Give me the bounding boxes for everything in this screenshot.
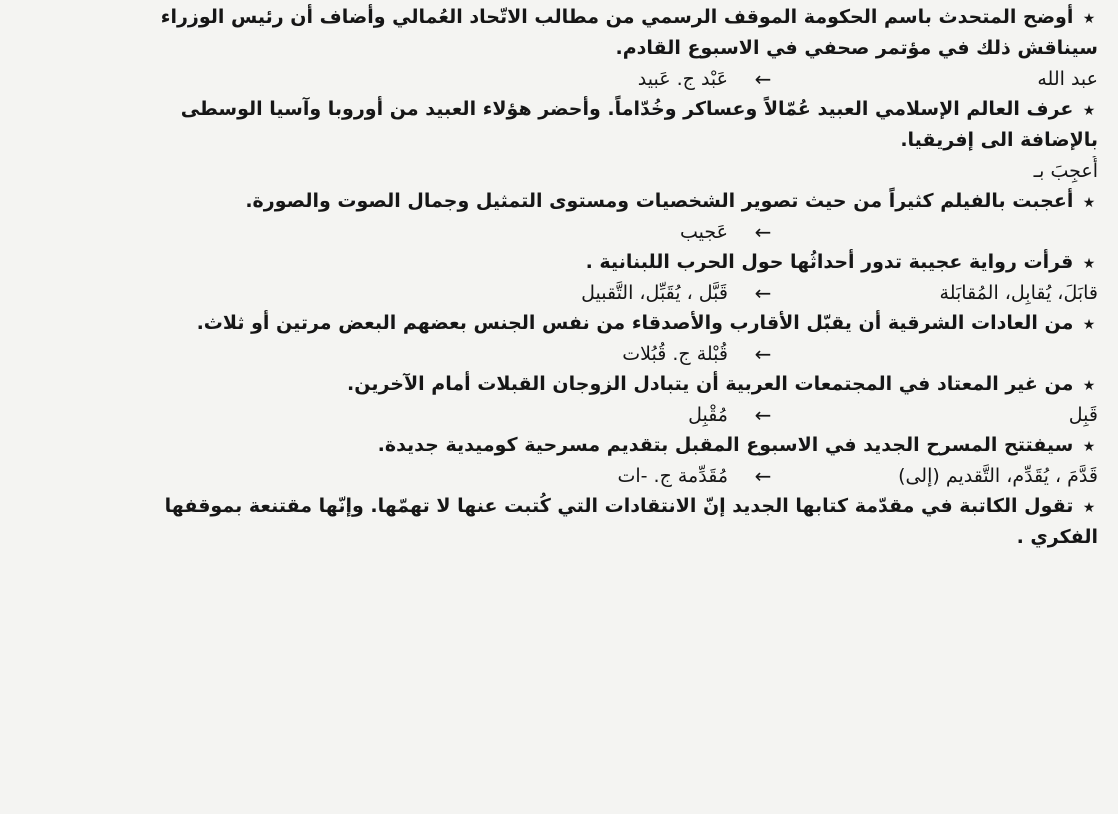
root-word: قابَلَ، يُقابِل، المُقابَلة <box>939 282 1098 304</box>
star-icon: ★ <box>1082 11 1096 27</box>
vocab-derivation-line <box>14 278 1098 308</box>
root-word: أُعجِبَ بـ <box>1033 160 1098 182</box>
sentence-text: من غير المعتاد في المجتمعات العربية أن يتبادل الزوجان القبلات أمام الآخرين. <box>347 373 1074 395</box>
sentence-text: تقول الكاتبة في مقدّمة كتابها الجديد إنّ الانتقادات التي كُتبت عنها لا تهمّها. وإنّها مقتنعة بموقفها <box>164 495 1074 517</box>
star-icon: ★ <box>1082 256 1096 272</box>
sentence-text: عرف العالم الإسلامي العبيد عُمّالاً وعساكر وخُدّاماً. وأحضر هؤلاء العبيد من أوروبا وآسيا الوسطى <box>180 98 1074 120</box>
derived-word: قَبَّل ، يُقَبِّل، التَّقبيل <box>581 282 728 304</box>
derived-word: مُقَدِّمة ج. -ات <box>617 465 728 487</box>
arrow-left-icon: ← <box>754 281 772 305</box>
sentence-continuation <box>14 522 1098 553</box>
star-icon: ★ <box>1082 317 1096 333</box>
arrow-left-icon: ← <box>754 67 772 91</box>
sentence-continuation <box>14 125 1098 156</box>
example-sentence <box>14 308 1098 339</box>
sentence-text: قرأت رواية عجيبة تدور أحداثُها حول الحرب اللبنانية . <box>585 251 1074 273</box>
continuation-text: الفكري . <box>1016 526 1098 548</box>
continuation-text: بالإضافة الى إفريقيا. <box>900 129 1098 151</box>
arrow-left-icon: ← <box>754 220 772 244</box>
star-icon: ★ <box>1082 378 1096 394</box>
example-sentence <box>14 2 1098 33</box>
root-word: قَدَّمَ ، يُقَدِّم، التَّقديم (إلى) <box>898 465 1098 487</box>
sentence-text: من العادات الشرقية أن يقبّل الأقارب والأصدقاء من نفس الجنس بعضهم البعض مرتين أو ثلاث. <box>196 312 1074 334</box>
sentence-text: سيفتتح المسرح الجديد في الاسبوع المقبل بتقديم مسرحية كوميدية جديدة. <box>377 434 1074 456</box>
continuation-text: سيناقش ذلك في مؤتمر صحفي في الاسبوع القادم. <box>615 37 1098 59</box>
vocab-derivation-line <box>14 217 1098 247</box>
star-icon: ★ <box>1082 500 1096 516</box>
example-sentence <box>14 369 1098 400</box>
star-icon: ★ <box>1082 439 1096 455</box>
example-sentence <box>14 430 1098 461</box>
example-sentence <box>14 186 1098 217</box>
arrow-left-icon: ← <box>754 464 772 488</box>
arrow-left-icon: ← <box>754 342 772 366</box>
arrow-left-icon: ← <box>754 403 772 427</box>
sentence-text: أعجبت بالفيلم كثيراً من حيث تصوير الشخصيات ومستوى التمثيل وجمال الصوت والصورة. <box>245 190 1074 212</box>
sentence-text: أوضح المتحدث باسم الحكومة الموقف الرسمي من مطالب الاتّحاد العُمالي وأضاف أن رئيس الوزراء <box>160 6 1074 28</box>
vocab-derivation-line <box>14 64 1098 94</box>
derived-word: مُقْبِل <box>688 404 728 426</box>
star-icon: ★ <box>1082 103 1096 119</box>
example-sentence <box>14 491 1098 522</box>
vocab-root-line <box>14 156 1098 186</box>
vocab-derivation-line <box>14 339 1098 369</box>
sentence-continuation <box>14 33 1098 64</box>
star-icon: ★ <box>1082 195 1096 211</box>
derived-word: عَبْد ج. عَبيد <box>637 68 728 90</box>
derived-word: عَجيب <box>680 221 728 243</box>
root-word: قَبِل <box>1068 404 1098 426</box>
vocab-derivation-line <box>14 461 1098 491</box>
vocab-derivation-line <box>14 400 1098 430</box>
root-word: عبد الله <box>1037 68 1098 90</box>
example-sentence <box>14 94 1098 125</box>
derived-word: قُبْلة ج. قُبُلات <box>622 343 728 365</box>
example-sentence <box>14 247 1098 278</box>
